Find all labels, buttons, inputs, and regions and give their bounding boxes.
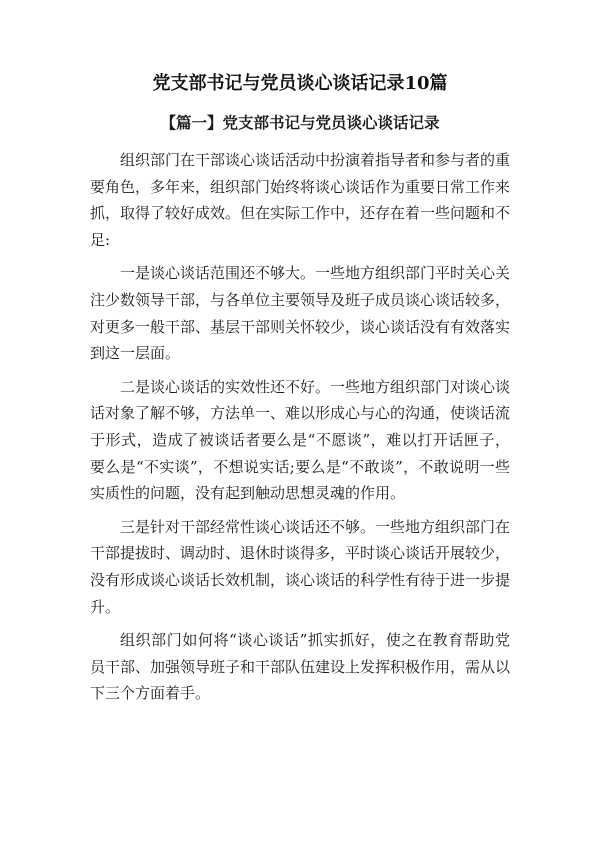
paragraph: 三是针对干部经常性谈心谈话还不够。一些地方组织部门在干部提拔时、调动时、退休时谈得多，平时谈心谈话开展较少，没有形成谈心谈话长效机制，谈心谈话的科学性有待于进一步提升。 bbox=[90, 517, 511, 616]
paragraph: 组织部门如何将“谈心谈话”抓实抓好，使之在教育帮助党员干部、加强领导班子和干部队伍建设上发挥积极作用，需从以下三个方面着手。 bbox=[90, 631, 511, 703]
paragraph: 一是谈心谈话范围还不够大。一些地方组织部门平时关心关注少数领导干部，与各单位主要领导及班子成员谈心谈话较多，对更多一般干部、基层干部则关怀较少，谈心谈话没有有效落实到这一层面。 bbox=[90, 264, 511, 363]
document-title: 党支部书记与党员谈心谈话记录10篇 bbox=[152, 73, 448, 94]
paragraph: 组织部门在干部谈心谈话活动中扮演着指导者和参与者的重要角色，多年来，组织部门始终将谈心谈话作为重要日常工作来抓，取得了较好成效。但在实际工作中，还存在着一些问题和不足: bbox=[90, 151, 511, 249]
body-text bbox=[90, 147, 510, 714]
section-title: 【篇一】党支部书记与党员谈心谈话记录 bbox=[160, 113, 440, 132]
paragraph: 二是谈心谈话的实效性还不好。一些地方组织部门对谈心谈话对象了解不够，方法单一、难以形成心与心的沟通，使谈话流于形式，造成了被谈话者要么是“不愿谈”，难以打开话匣子，要么是“不实谈”，不想说实话;要么是“不敢谈”，不敢说明一些实质性的问题，没有起到触动思想灵魂的作用。 bbox=[90, 377, 511, 503]
